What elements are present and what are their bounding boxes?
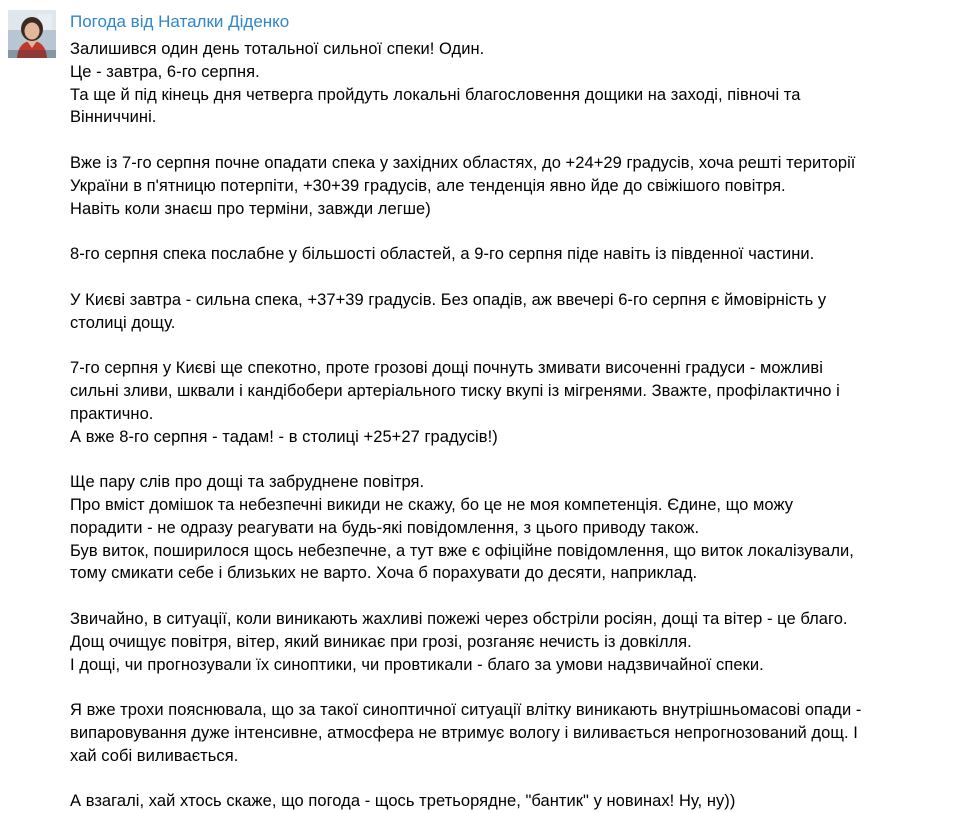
message-paragraph: Я вже трохи пояснювала, що за такої синоптичної ситуації влітку виникають внутрішньомасові опади - випаровування дуже інтенсивне, атмосфера не втримує вологу і виливається непрогнозований дощ. І хай собі виливається.: [70, 701, 862, 765]
message-paragraph: 7-го серпня у Києві ще спекотно, проте грозові дощі почнуть змивати височенні градуси - можливі сильні зливи, шквали і кандібобери артеріального тиску вкупі із мігренями. Зважте, профілактично і практично. А вже 8-го серпня - тадам! - в столиці +25+27 градусів!): [70, 359, 840, 446]
message-paragraph: А взагалі, хай хтось скаже, що погода - щось третьорядне, "бантик" у новинах! Ну, ну)): [70, 792, 736, 811]
post-content: [70, 10, 950, 813]
channel-avatar[interactable]: [8, 10, 56, 58]
channel-name-link[interactable]: Погода від Наталки Діденко: [70, 12, 290, 31]
profile-photo-icon: [8, 10, 56, 58]
message-paragraph: У Києві завтра - сильна спека, +37+39 градусів. Без опадів, аж ввечері 6-го серпня є ймовірність у столиці дощу.: [70, 290, 827, 332]
message-paragraph: 8-го серпня спека послабне у більшості областей, а 9-го серпня піде навіть із південної частини.: [70, 245, 815, 264]
message-text: [70, 38, 950, 813]
message-paragraph: Звичайно, в ситуації, коли виникають жахливі пожежі через обстріли росіян, дощі та вітер - це благо. Дощ очищує повітря, вітер, який виникає при грозі, розганяє нечисть із довкілля. І дощі, чи прогнозували їх синоптики, чи провтикали - благо за умови надзвичайної спеки.: [70, 609, 848, 674]
message-paragraph: Залишився один день тотальної сильної спеки! Один. Це - завтра, 6-го серпня. Та ще й під кінець дня четверга пройдуть локальні благословення дощики на заході, півночі та Вінниччині.: [70, 40, 801, 127]
message-paragraph: Ще пару слів про дощі та забруднене повітря. Про вміст домішок та небезпечні викиди не скажу, бо це не моя компетенція. Єдине, що можу порадити - не одразу реагувати на будь-які повідомлення, з цього приводу також. Був виток, поширилося щось небезпечне, а тут вже є офіційне повідомлення, що виток локалізували, тому смикати себе і близьких не варто. Хоча б порахувати до десяти, наприклад.: [70, 473, 854, 583]
message-paragraph: Вже із 7-го серпня почне опадати спека у західних областях, до +24+29 градусів, хоча решті території України в п'ятницю потерпіти, +30+39 градусів, але тенденція явно йде до свіжішого повітря. Навіть коли знаєш про терміни, завжди легше): [70, 153, 856, 218]
